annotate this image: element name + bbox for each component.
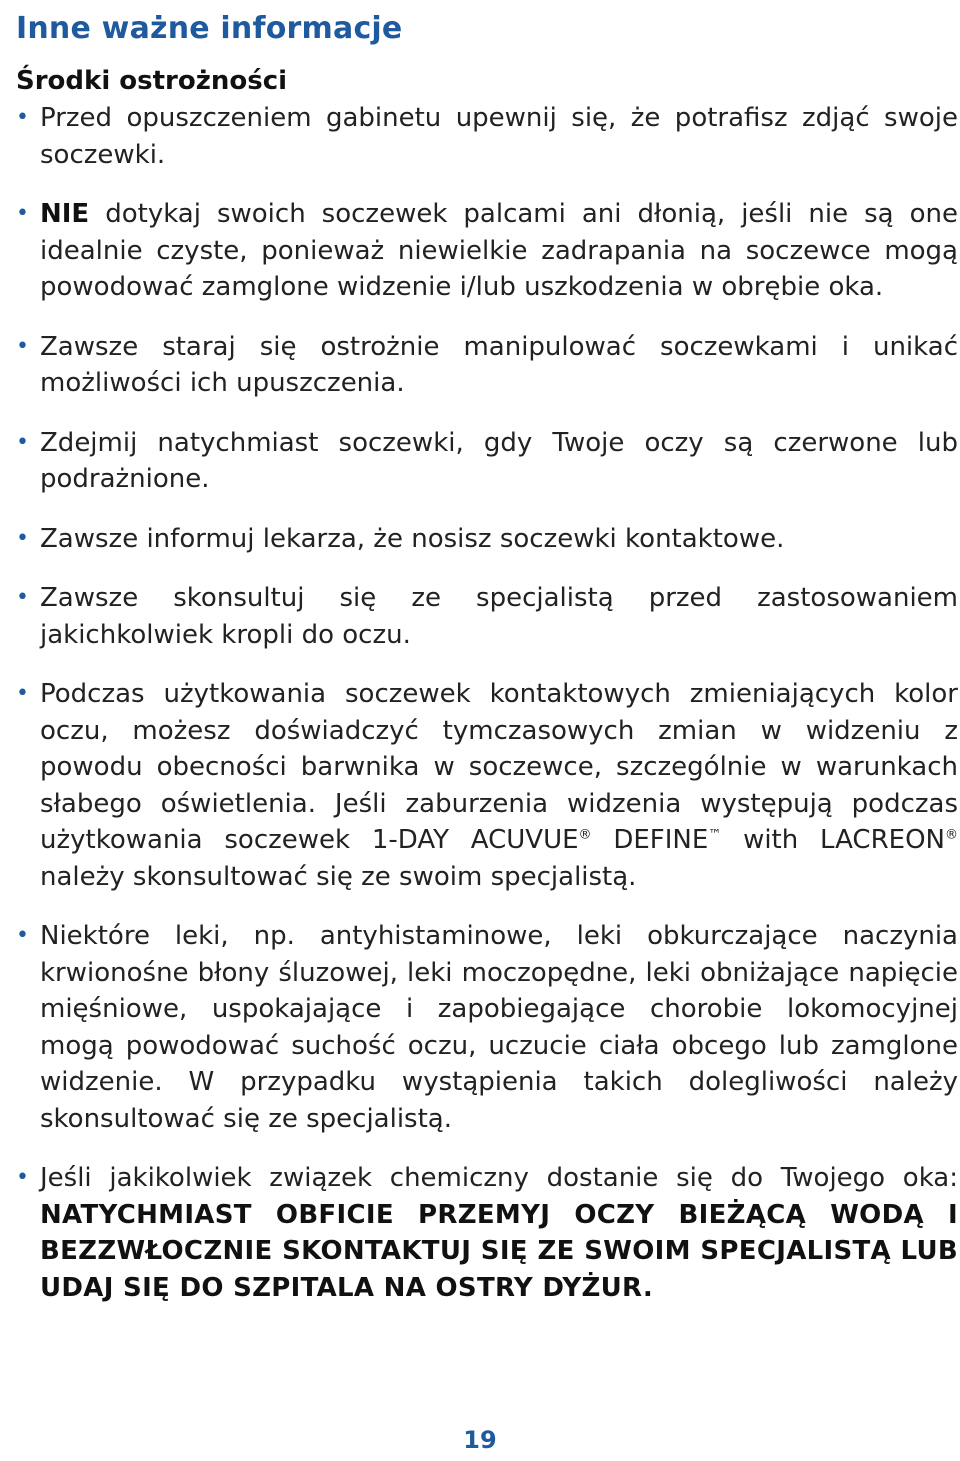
- bullet-icon: •: [16, 201, 29, 226]
- list-item: [16, 918, 958, 1137]
- item-text: Niektóre leki, np. antyhistaminowe, leki obkurczające naczynia krwionośne błony śluzowej, leki moczopędne, leki obniżające napięcie mięśniowe, uspokajające i zapobiegające chorobie lokomocyjnej mogą powodować suchość oczu, uczucie ciała obcego lub zamglone widzenie. W przypadku wystąpienia takich dolegliwości należy skonsultować się ze specjalistą.: [40, 921, 958, 1134]
- list-item: [16, 521, 958, 558]
- bullet-icon: •: [16, 333, 29, 359]
- item-text: DEFINE: [591, 825, 709, 855]
- list-item: [16, 580, 958, 653]
- bullet-icon: •: [16, 585, 29, 610]
- list-item: [16, 196, 958, 306]
- bullet-icon: •: [16, 1165, 29, 1190]
- registered-mark: ®: [945, 827, 958, 843]
- warning-text: NATYCHMIAST OBFICIE PRZEMYJ OCZY BIEŻĄCĄ WODĄ I BEZZWŁOCZNIE SKONTAKTUJ SIĘ ZE SWOIM SPECJALISTĄ LUB UDAJ SIĘ DO SZPITALA NA OSTRY DYŻUR.: [40, 1199, 958, 1303]
- page-number: 19: [463, 1426, 497, 1454]
- item-text: Zdejmij natychmiast soczewki, gdy Twoje oczy są czerwone lub podrażnione.: [40, 427, 958, 494]
- document-page: [16, 0, 958, 1329]
- list-item: [16, 676, 958, 895]
- bullet-icon: •: [16, 525, 29, 551]
- item-text: Podczas użytkowania soczewek kontaktowych zmieniających kolor oczu, możesz doświadczyć tymczasowych zmian w widzeniu z powodu obecności barwnika w soczewce, szczególnie w warunkach słabego oświetlenia. Jeśli zaburzenia widzenia występują podczas użytkowania soczewek 1-DAY ACUVUE: [40, 679, 958, 855]
- page-title: Inne ważne informacje: [16, 11, 403, 46]
- list-item: [16, 1160, 958, 1306]
- item-text: Przed opuszczeniem gabinetu upewnij się, że potrafisz zdjąć swoje soczewki.: [40, 103, 958, 170]
- item-text: Zawsze staraj się ostrożnie manipulować soczewkami i unikać możliwości ich upuszczenia.: [40, 331, 958, 398]
- section-heading: Środki ostrożności: [16, 66, 288, 96]
- list-item: [16, 425, 958, 498]
- item-text: Jeśli jakikolwiek związek chemiczny dostanie się do Twojego oka:: [40, 1163, 958, 1193]
- list-item: [16, 329, 958, 402]
- bullet-icon: •: [16, 923, 29, 948]
- emphasis-text: NIE: [40, 199, 90, 229]
- registered-mark: ®: [578, 827, 592, 843]
- bullet-icon: •: [16, 429, 29, 455]
- precautions-list: [16, 100, 958, 1306]
- trademark-mark: ™: [708, 827, 722, 843]
- item-text: należy skonsultować się ze swoim specjalistą.: [40, 861, 637, 892]
- bullet-icon: •: [16, 105, 29, 130]
- item-text: Zawsze skonsultuj się ze specjalistą przed zastosowaniem jakichkolwiek kropli do oczu.: [40, 583, 958, 650]
- item-text: with LACREON: [721, 825, 945, 855]
- item-text: Zawsze informuj lekarza, że nosisz soczewki kontaktowe.: [40, 523, 785, 554]
- item-text: dotykaj swoich soczewek palcami ani dłonią, jeśli nie są one idealnie czyste, ponieważ niewielkie zadrapania na soczewce mogą powodować zamglone widzenie i/lub uszkodzenia w obrębie oka.: [40, 199, 958, 302]
- bullet-icon: •: [16, 681, 29, 706]
- list-item: [16, 100, 958, 173]
